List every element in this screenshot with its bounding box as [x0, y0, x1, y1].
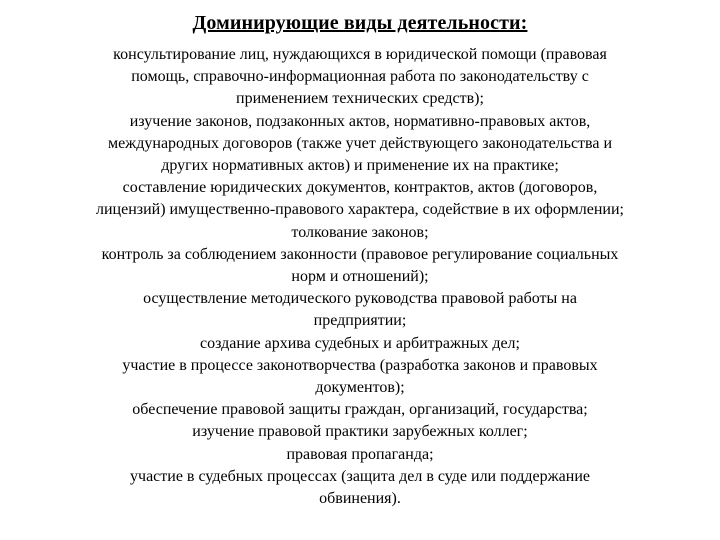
slide-title: Доминирующие виды деятельности: [192, 12, 528, 34]
activity-line: документов); [315, 379, 405, 397]
activity-line: участие в процессе законотворчества (разработка законов и правовых [122, 356, 598, 374]
activity-line: обеспечение правовой защиты граждан, организаций, государства; [132, 401, 588, 419]
activity-line: помощь, справочно-информационная работа по законодательству с [131, 68, 589, 86]
activity-line: консультирование лиц, нуждающихся в юридической помощи (правовая [113, 46, 607, 63]
activity-line: других нормативных актов) и применение их на практике; [161, 157, 559, 175]
activity-line: участие в судебных процессах (защита дел в суде или поддержание [130, 467, 590, 485]
activity-line: создание архива судебных и арбитражных дел; [200, 334, 520, 352]
activity-line: применением технических средств); [236, 90, 484, 108]
activity-line: лицензий) имущественно-правового характера, содействие в их оформлении; [96, 201, 624, 219]
activity-line: международных договоров (также учет действующего законодательства и [107, 134, 613, 152]
activity-line: предприятии; [313, 312, 407, 330]
activity-line: осуществление методического руководства правовой работы на [143, 290, 577, 308]
activity-line: изучение правовой практики зарубежных коллег; [192, 423, 528, 441]
activity-line: толкование законов; [291, 223, 429, 241]
activity-line: составление юридических документов, контрактов, актов (договоров, [122, 179, 598, 197]
activity-list [40, 44, 680, 510]
activity-line: контроль за соблюдением законности (правовое регулирование социальных [101, 245, 619, 263]
activity-line: обвинения). [319, 490, 401, 508]
activity-line: норм и отношений); [291, 268, 429, 286]
activity-line: изучение законов, подзаконных актов, нормативно-правовых актов, [129, 112, 591, 130]
activity-line: правовая пропаганда; [286, 445, 434, 463]
